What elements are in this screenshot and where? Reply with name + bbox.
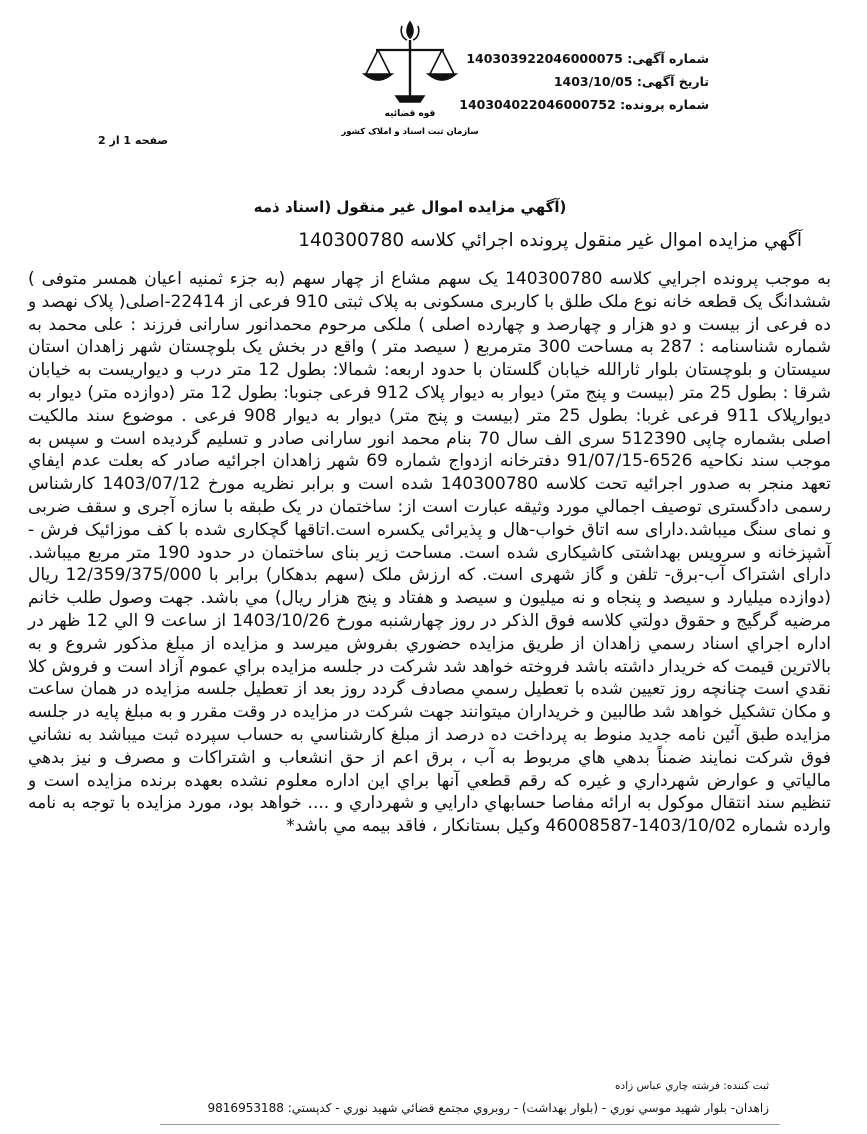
- case-number-label: شماره پرونده:: [620, 97, 709, 112]
- notice-meta: [459, 47, 709, 116]
- notice-number: 140303922046000075: [466, 51, 623, 66]
- notice-date-row: [469, 70, 709, 93]
- document-subtitle: آگهي مزايده اموال غير منقول پرونده اجرائي كلاسه 140300780: [298, 230, 802, 251]
- page-number: صفحه 1 از 2: [98, 134, 169, 147]
- notice-number-label: شماره آگهی:: [627, 51, 709, 66]
- case-number: 140304022046000752: [459, 97, 616, 112]
- registrar-name: فرشته چاري عباس زاده: [615, 1080, 721, 1092]
- notice-date-label: تاریخ آگهی:: [636, 74, 709, 89]
- case-number-row: [459, 93, 709, 116]
- office-address: زاهدان- بلوار شهید موسي نوري - (بلوار بهداشت) - روبروي مجتمع قضائي شهيد نوري - كدپستي: 9816953188: [207, 1101, 769, 1115]
- logo-caption-registry: سازمان ثبت اسناد و املاک کشور: [341, 127, 479, 137]
- footer-divider: [160, 1124, 780, 1125]
- scales-of-justice-icon: [341, 16, 479, 156]
- notice-number-row: [466, 47, 709, 70]
- notice-body: به موجب پرونده اجرايي كلاسه 140300780 یک سهم مشاع از چهار سهم (به جزء ثمنیه اعیان همسر متوفی ) ششدانگ یک قطعه خانه نوع ملک طلق با کاربری مسکونی به پلاک ثبتی 910 فرعی از 22414-اصلی( پلاک نهصد و ده فرعی از بیست و دو هزار و چهارصد و چهارده اصلی ) ملکی مرحوم محمدانور سارانی فرزند : علی محمد به شماره شناسنامه : 287 به مساحت 300 مترمربع ( سیصد متر ) واقع در بخش یک بلوچستان شهر زاهدان استان سیستان و بلوچستان بلوار ثارالله خیابان گلستان با حدود اربعه: شمالا: بطول 12 متر درب و دیواریست به خیابان شرقا : بطول 25 متر (بیست و پنج متر) دیوار به دیوار پلاک 912 فرعی جنوبا: بطول 12 متر (دوازده متر) دیوار به دیوارپلاک 911 فرعی غربا: بطول 25 متر (بیست و پنج متر) دیوار به دیوار 908 فرعی . موضوع سند مالکیت اصلی بشماره چاپی 512390 سری الف سال 70 بنام محمد انور سارانی صادر و تسلیم گردیده است و سپس به موجب سند نکاحیه 6526-91/07/15 دفترخانه ازدواج شماره 69 شهر زاهدان اجرائیه صادر که بعلت عدم ايفاي تعهد منجر به صدور اجرائیه تحت كلاسه 140300780 شده است و برابر نظريه مورخ 1403/07/12 کارشناس رسمی دادگستری توصيف اجمالي مورد وثيقه عبارت است از: ساختمان در یک طبقه با سازه آجری و سقف ضربی و نمای سنگ میباشد.دارای سه اتاق خواب-هال و پذیرائی یکسره است.اتاقها گچکاری شده با کف موزائیک فرش - آشپزخانه و سرویس بهداشتی کاشیکاری شده است. مساحت زیر بنای ساختمان در حدود 190 متر مربع میباشد. دارای اشتراک آب-برق- تلفن و گاز شهری است. که ارزش ملک (سهم بدهکار) برابر با 12/359/375/000 ريال (دوازده میلیارد و سیصد و پنجاه و نه میلیون و سیصد و هفتاد و پنج هزار ریال) مي باشد. جهت وصول طلب خانم مرضیه گرگیج و حقوق دولتي كلاسه فوق الذكر در روز چهارشنبه مورخ 1403/10/26 از ساعت 9 الي 12 ظهر در اداره اجراي اسناد رسمي زاهدان از طريق مزايده حضوري بفروش ميرسد و مزايده از مبلغ مذكور شروع و به بالاترين قيمت كه خريدار داشته باشد فروخته خواهد شد شركت در جلسه مزايده براي عموم آزاد است و فروش كلا نقدي است چنانچه روز تعيين شده با تعطيل رسمي مصادف گردد روز بعد از تعطيل جلسه مزايده در همان ساعت و مكان تشكيل خواهد شد طالبين و خريداران ميتوانند جهت شركت در مزايده در وقت مقرر و به مبلغ پايه در جلسه مزايده طبق آئين نامه جديد منوط به پرداخت ده درصد از مبلغ كارشناسي به حساب سپرده ثبت ميباشد به نشاني فوق شركت نمايند ضمناً بدهي هاي مربوط به آب ، برق اعم از حق انشعاب و اشتراكات و مصرف و نيز بدهي مالياتي و عوارض شهرداري و غيره كه رقم قطعي آنها براي اين اداره معلوم نشده بعهده برنده مزايده است و تنظيم سند انتقال موكول به ارائه مفاصا حسابهاي دارايي و شهرداري و .... خواهد بود، مورد مزايده با توجه به نامه وارده شماره 1403/10/02-46008587 وكيل بستانكار ، فاقد بيمه مي باشد*: [28, 269, 832, 837]
- logo-caption-judiciary: قوه قضائیه: [384, 109, 436, 119]
- registrar-label: ثبت کننده:: [723, 1080, 769, 1092]
- registrar-line: [615, 1080, 769, 1092]
- document-title: (آگهي مزايده اموال غير منقول (اسناد ذمه: [253, 198, 567, 216]
- notice-date: 1403/10/05: [553, 74, 633, 89]
